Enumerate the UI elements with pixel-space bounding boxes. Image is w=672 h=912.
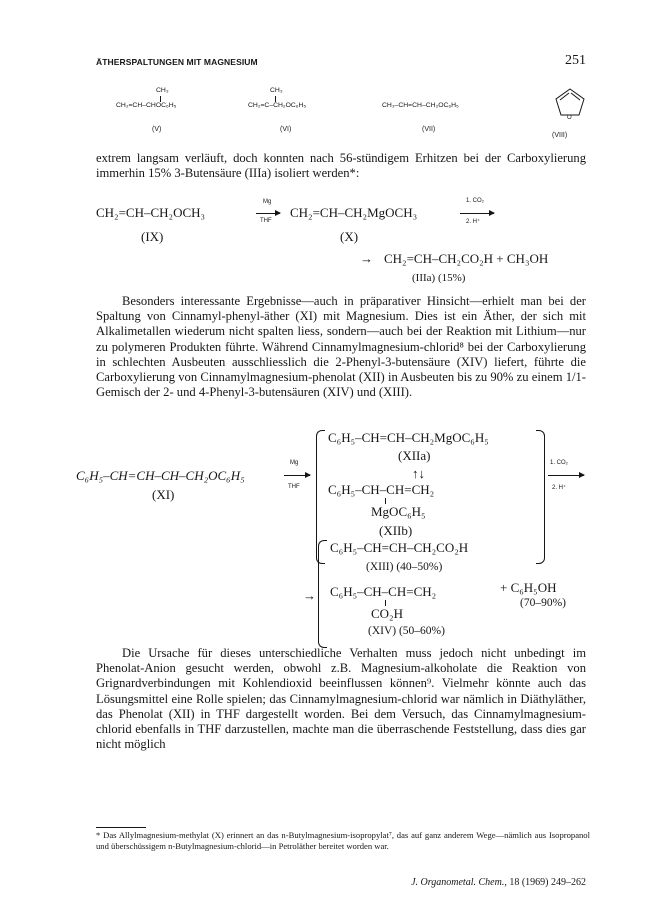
eq1-product: CH₂=CH–CH₂CO₂H + CH₃OH — [384, 251, 549, 266]
eq1-step2-above: 1. CO₂ — [466, 198, 484, 204]
eq2-reagent-above: Mg — [290, 460, 299, 466]
paragraph-2 — [96, 294, 586, 400]
eq2-equilibrium: ↑↓ — [412, 466, 425, 481]
footnote: * Das Allylmagnesium-methylat (X) erinnert an das n-Butylmagnesium-isopropylat⁷, das auf ganz anderem Wege—nämlich aus Isopropanol und überschüssigem n-Butylmagnesium-chlorid—in Petroläther bereitet worden war. — [96, 830, 590, 851]
structure-viii-label: (VIII) — [552, 132, 568, 139]
eq1-intermediate: CH₂=CH–CH₂MgOCH₃ — [290, 205, 418, 220]
structure-vii-formula: CH₃–CH=CH–CH₂OC₆H₅ — [382, 102, 459, 109]
paragraph-3-text: Die Ursache für dieses unterschiedliche Verhalten muss jedoch nicht unbedingt im Phenolat-Anion gesucht werden, obwohl z.B. Magnesium-alkoholate die Reaktion von Grignardverbindungen mit Kohlendioxid beeinflussen können⁹. Vielmehr könnte auch das Lösungsmittel eine Rolle spielen; das Cinnamylmagnesium-chlorid war nämlich in Diäthyläther, das Phenolat (XII) in THF dargestellt worden. Bei dem Versuch, das Cinnamylmagnesium-chlorid ebenfalls in THF darzustellen, machte man die überraschende Feststellung, dass dies gar nicht möglich — [96, 646, 586, 752]
eq2-arrow-1 — [284, 475, 310, 476]
structure-vi-formula: CH₂=C–CH₂OC₆H₅ — [248, 102, 307, 109]
structure-v-methyl: CH₃ — [156, 87, 169, 94]
eq2-xiib: C₆H₅–CH–CH=CH₂ — [328, 482, 435, 497]
structure-vi-label: (VI) — [280, 126, 292, 133]
structure-v-label: (V) — [152, 126, 162, 133]
dihydrofuran-ring-icon — [553, 86, 587, 120]
structure-v-formula: CH₂=CH–CHOC₆H₅ — [116, 102, 177, 109]
journal-citation — [411, 877, 586, 888]
eq2-xiv-sub: CO₂H — [371, 606, 403, 621]
eq1-reactant-label: (IX) — [141, 229, 164, 244]
eq2-arrow-3: → — [303, 588, 316, 603]
eq1-intermediate-label: (X) — [340, 229, 359, 244]
eq1-arrow-3: → — [360, 251, 373, 266]
eq2-xiv: C₆H₅–CH–CH=CH₂ — [330, 584, 437, 599]
eq2-reactant: C₆H₅–CH=CH–CH–CH₂OC₆H₅ — [76, 468, 245, 483]
structure-vi-methyl: CH₃ — [270, 87, 283, 94]
eq1-reactant: CH₂=CH–CH₂OCH₃ — [96, 205, 206, 220]
page-number: 251 — [565, 53, 586, 68]
eq2-phenol: + C₆H₅OH — [500, 580, 557, 595]
paragraph-1: extrem langsam verläuft, doch konnten nach 56-stündigem Erhitzen bei der Carboxylierung immerhin 15% 3-Butensäure (IIIa) isoliert werden*: — [96, 151, 586, 181]
paragraph-2-text: Besonders interessante Ergebnisse—auch in präparativer Hinsicht—erhielt man bei der Spaltung von Cinnamyl-phenyl-äther (XI) mit Magnesium. Dies ist ein Äther, der sich mit Alkalimetallen wiederum nicht spalten liess, sondern—auch bei der Reaktion mit Lithium—nur zu polymeren Produkten führte. Während Cinnamylmagnesium-chlorid⁸ bei der Carboxylierung in schlechten Ausbeuten ausschliesslich die 2-Phenyl-3-butensäure (XIV) liefert, führte die Carboxylierung von Cinnamylmagnesium-phenolat (XII) in Ausbeuten bis zu 90% zu einem 1/1-Gemisch der 2- und 4-Phenyl-3-butensäuren (XIV) und (XIII). — [96, 294, 586, 400]
eq1-reagent-below: THF — [260, 218, 272, 224]
journal-name: J. Organometal. Chem. — [411, 877, 505, 888]
eq2-product-brace — [318, 540, 327, 648]
eq1-arrow-1 — [256, 213, 280, 214]
journal-volume: , 18 (1969) 249–262 — [504, 877, 586, 888]
eq2-phenol-yield: (70–90%) — [520, 597, 566, 609]
eq2-xiii-label: (XIII) (40–50%) — [366, 561, 443, 573]
eq1-reagent-above: Mg — [263, 199, 272, 205]
eq2-arrow-2 — [548, 475, 584, 476]
eq2-reagent-below: THF — [288, 484, 300, 490]
eq2-xiib-sub: MgOC₆H₅ — [371, 504, 426, 519]
eq1-arrow-2 — [460, 213, 494, 214]
eq2-xiv-label: (XIV) (50–60%) — [368, 625, 445, 637]
eq2-xiii: C₆H₅–CH=CH–CH₂CO₂H — [330, 540, 469, 555]
svg-text:O: O — [567, 115, 572, 120]
eq2-brace-right — [536, 430, 545, 564]
eq2-xiia: C₆H₅–CH=CH–CH₂MgOC₆H₅ — [328, 430, 489, 445]
eq2-step2-above: 1. CO₂ — [550, 460, 568, 466]
eq2-reactant-label: (XI) — [152, 487, 175, 502]
eq2-xiia-label: (XIIa) — [398, 448, 431, 463]
eq2-xiib-label: (XIIb) — [379, 523, 413, 538]
eq2-step2-below: 2. H⁺ — [552, 485, 567, 491]
paragraph-3 — [96, 646, 586, 752]
structure-vii-label: (VII) — [422, 126, 436, 133]
eq1-step2-below: 2. H⁺ — [466, 219, 481, 225]
running-title: ÄTHERSPALTUNGEN MIT MAGNESIUM — [96, 57, 258, 67]
eq1-product-label: (IIIa) (15%) — [412, 272, 466, 284]
footnote-rule — [96, 827, 146, 828]
